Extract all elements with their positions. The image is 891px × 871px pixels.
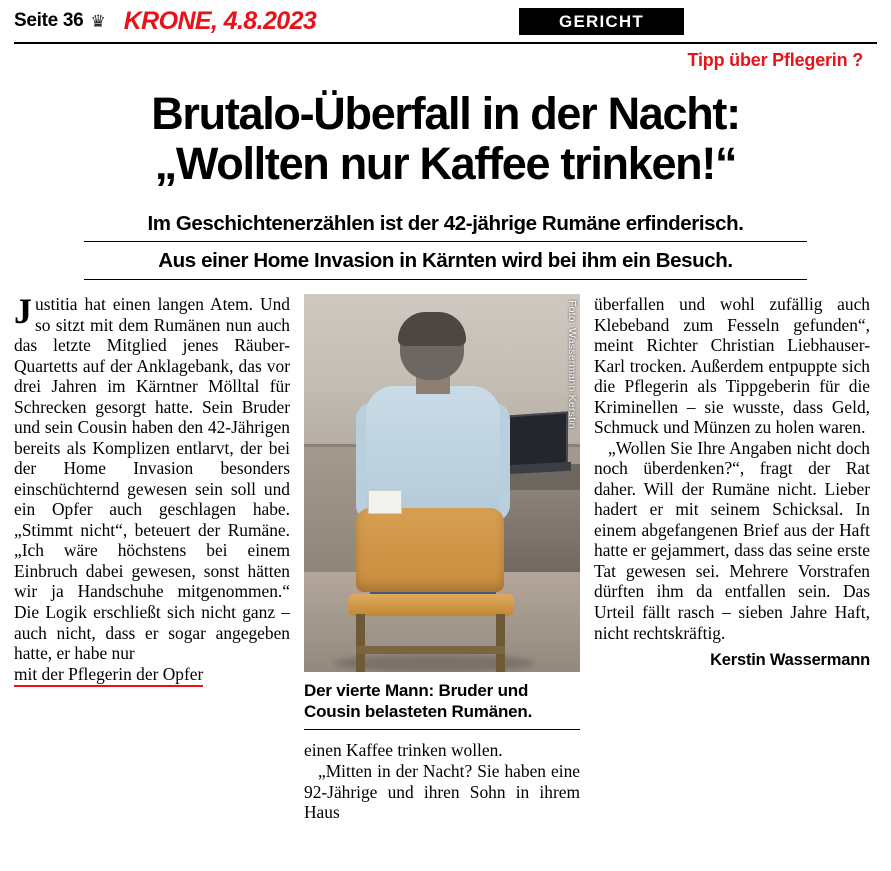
headline-line-1: Brutalo-Überfall in der Nacht: (151, 88, 740, 139)
column-left-highlight: mit der Pflegerin der Opfer (14, 664, 203, 687)
column-left (14, 291, 290, 854)
column-right-paragraph-2: „Wollen Sie Ihre Angaben nicht doch noch überdenken?“, fragt der Rat daher. Will der Rumäne nicht. Lieber hadert er mit seinem Schicksal. In einem abgefangenen Brief aus der Haft hatte er gejammert, dass das seine erste Tat gewesen sei. Mehrere Vorstrafen dürften ihm da entfallen sein. Das Urteil fällt rasch – sieben Jahre Haft, nicht rechtskräftig. (594, 437, 870, 643)
article-body (14, 291, 877, 854)
section-badge: GERICHT (519, 8, 684, 35)
masthead (14, 0, 877, 42)
photo-chair-back (356, 508, 504, 592)
photo-chair-label (368, 490, 402, 514)
article-photo (304, 294, 580, 672)
byline: Kerstin Wassermann (710, 651, 870, 670)
photo-chair-seat (348, 594, 514, 616)
column-right (594, 294, 870, 854)
subheading-secondary: Aus einer Home Invasion in Kärnten wird bei ihm ein Besuch. (84, 249, 807, 280)
publication-title: KRONE, 4.8.2023 (123, 6, 317, 35)
photo-chair-rung (356, 646, 505, 654)
page-title (14, 89, 877, 188)
column-left-text: Justitia hat einen langen Atem. Und so sitzt mit dem Rumänen nun auch das letzte Mitglied jenes Räuber-Quartetts auf der Anklagebank, das vor drei Jahren im Kärntner Mölltal für Schrecken gesorgt hatte. Sein Bruder und sein Cousin haben den 42-Jährigen bereits als Komplizen entlarvt, der bei der Home Invasion besonders einschüchternd gewesen sein soll und ein Opfer auch geschlagen habe. „Stimmt nicht“, beteuert der Rumäne. „Ich wäre höchstens bei einem Einbruch dabei gewesen, sonst hätten wir ja Handschuhe mitgenommen.“ Die Logik erschließt sich nicht ganz – auch nicht, dass er sogar angegeben hatte, er habe nur (14, 291, 290, 664)
subheading-primary: Im Geschichtenerzählen ist der 42-jährige Rumäne erfinderisch. (84, 212, 807, 242)
photo-credit: Foto: Wassermann Kerstin (566, 300, 578, 429)
page-number: Seite 36 (14, 10, 84, 31)
photo-caption: Der vierte Mann: Bruder und Cousin belasteten Rumänen. (304, 681, 580, 730)
column-middle-paragraph-2: „Mitten in der Nacht? Sie haben eine 92-Jährige und ihren Sohn in ihrem Haus (304, 761, 580, 823)
headline-line-2: „Wollten nur Kaffee trinken!“ (154, 137, 737, 189)
photo-chair-leg-right (496, 614, 505, 672)
column-right-paragraph-1: überfallen und wohl zufällig auch Klebeband zum Fesseln gefunden“, meint Richter Christian Liebhauser-Karl trocken. Außerdem entpuppte sich die Pflegerin als Tippgeberin für die Kriminellen – sie wusste, dass Geld, Schmuck und Münzen zu holen waren. (594, 294, 870, 438)
column-middle (304, 294, 580, 854)
column-middle-text (304, 740, 580, 822)
annotation-note: Tipp über Pflegerin ? (687, 50, 863, 70)
column-middle-paragraph-1: einen Kaffee trinken wollen. (304, 740, 503, 761)
photo-chair-leg-left (356, 614, 365, 672)
crown-icon: ♛ (90, 11, 106, 31)
